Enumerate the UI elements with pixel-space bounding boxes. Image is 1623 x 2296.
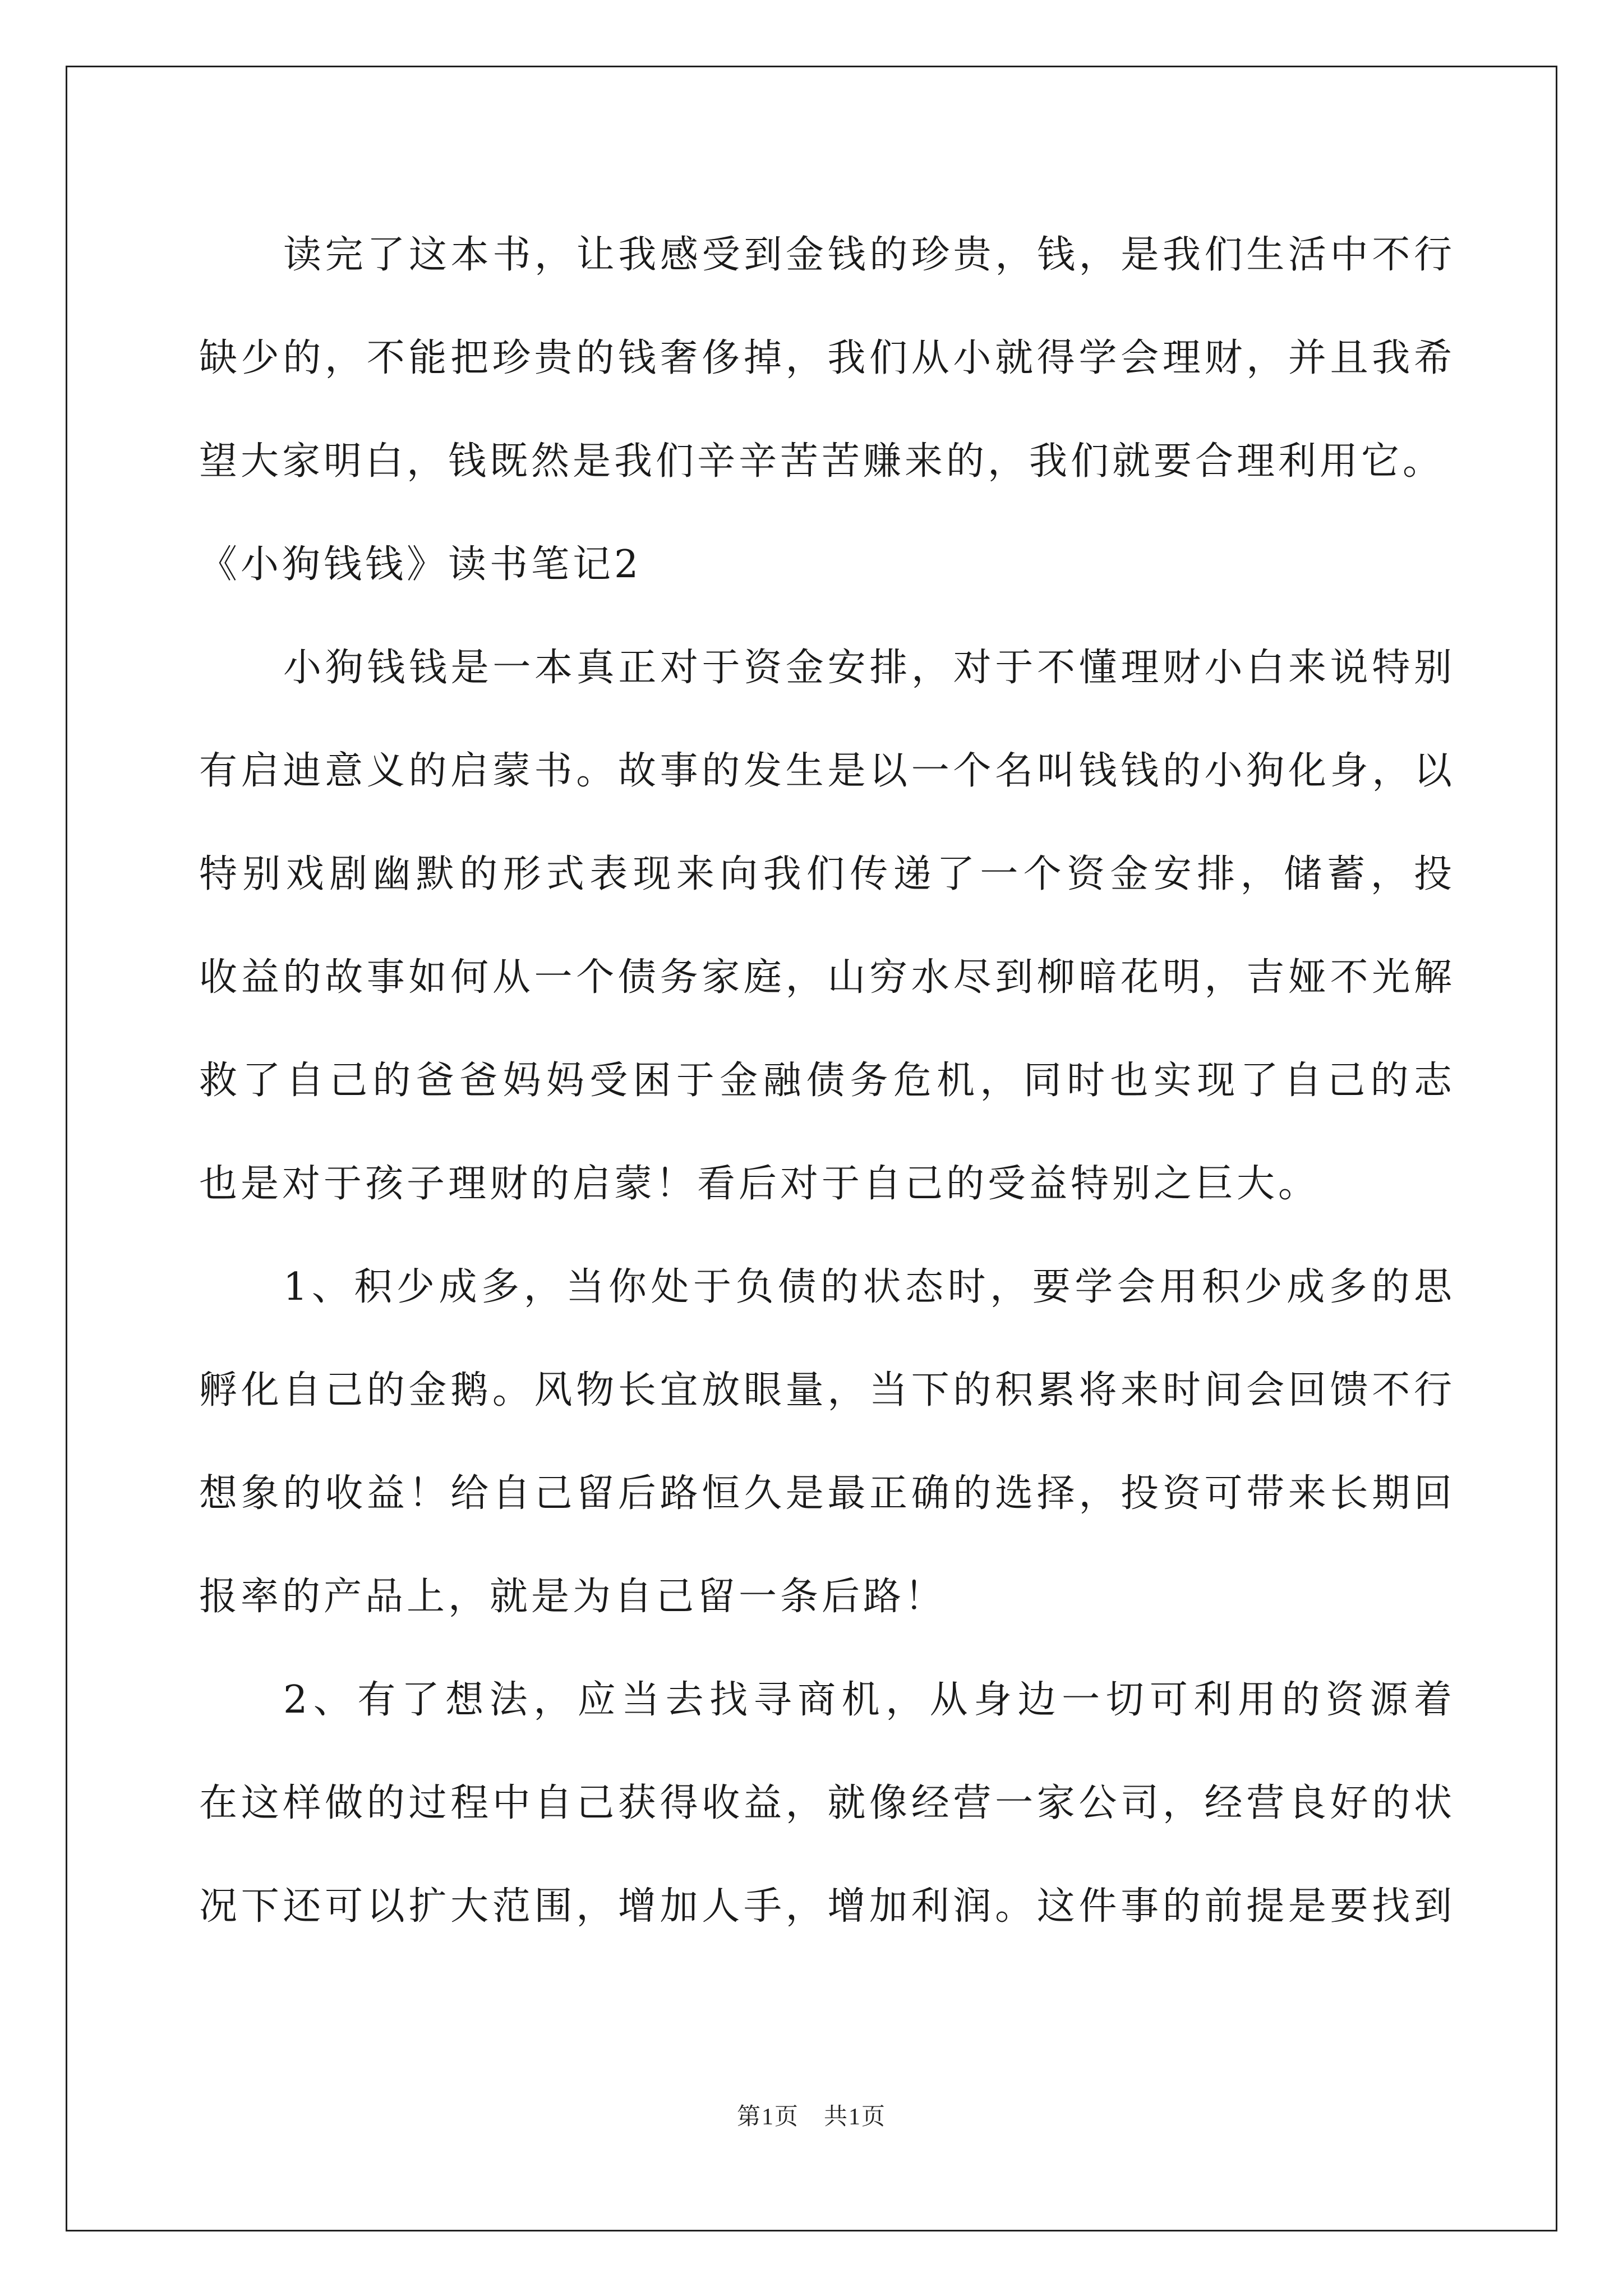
document-body xyxy=(199,213,1455,1968)
text-line: 读完了这本书，让我感受到金钱的珍贵，钱，是我们生活中不行 xyxy=(283,233,1455,277)
text-line: 1、积少成多，当你处于负债的状态时，要学会用积少成多的思 xyxy=(283,1265,1455,1309)
text-line: 报率的产品上，就是为自己留一条后路！ xyxy=(199,1575,947,1619)
text-line: 小狗钱钱是一本真正对于资金安排，对于不懂理财小白来说特别 xyxy=(283,646,1455,690)
text-line: 想象的收益！给自己留后路恒久是最正确的选择，投资可带来长期回 xyxy=(199,1471,1455,1516)
text-line: 救了自己的爸爸妈妈受困于金融债务危机，同时也实现了自己的志 xyxy=(199,1059,1455,1103)
section-heading: 《小狗钱钱》读书笔记2 xyxy=(199,542,642,587)
text-line: 特别戏剧幽默的形式表现来向我们传递了一个资金安排，储蓄，投 xyxy=(199,852,1455,896)
text-line: 缺少的，不能把珍贵的钱奢侈掉，我们从小就得学会理财，并且我希 xyxy=(199,336,1455,380)
text-line: 有启迪意义的启蒙书。故事的发生是以一个名叫钱钱的小狗化身，以 xyxy=(199,749,1455,793)
text-line: 孵化自己的金鹅。风物长宜放眼量，当下的积累将来时间会回馈不行 xyxy=(199,1368,1455,1412)
text-line: 收益的故事如何从一个债务家庭，山穷水尽到柳暗花明，吉娅不光解 xyxy=(199,955,1455,1000)
text-line: 在这样做的过程中自己获得收益，就像经营一家公司，经营良好的状 xyxy=(199,1781,1455,1825)
text-line: 况下还可以扩大范围，增加人手，增加利润。这件事的前提是要找到 xyxy=(199,1884,1455,1929)
text-line: 2、有了想法，应当去找寻商机，从身边一切可利用的资源着 xyxy=(283,1678,1455,1722)
text-line: 望大家明白，钱既然是我们辛辛苦苦赚来的，我们就要合理利用它。 xyxy=(199,439,1445,484)
page-number: 第1页 共1页 xyxy=(736,2104,886,2130)
text-line: 也是对于孩子理财的启蒙！看后对于自己的受益特别之巨大。 xyxy=(199,1162,1320,1206)
